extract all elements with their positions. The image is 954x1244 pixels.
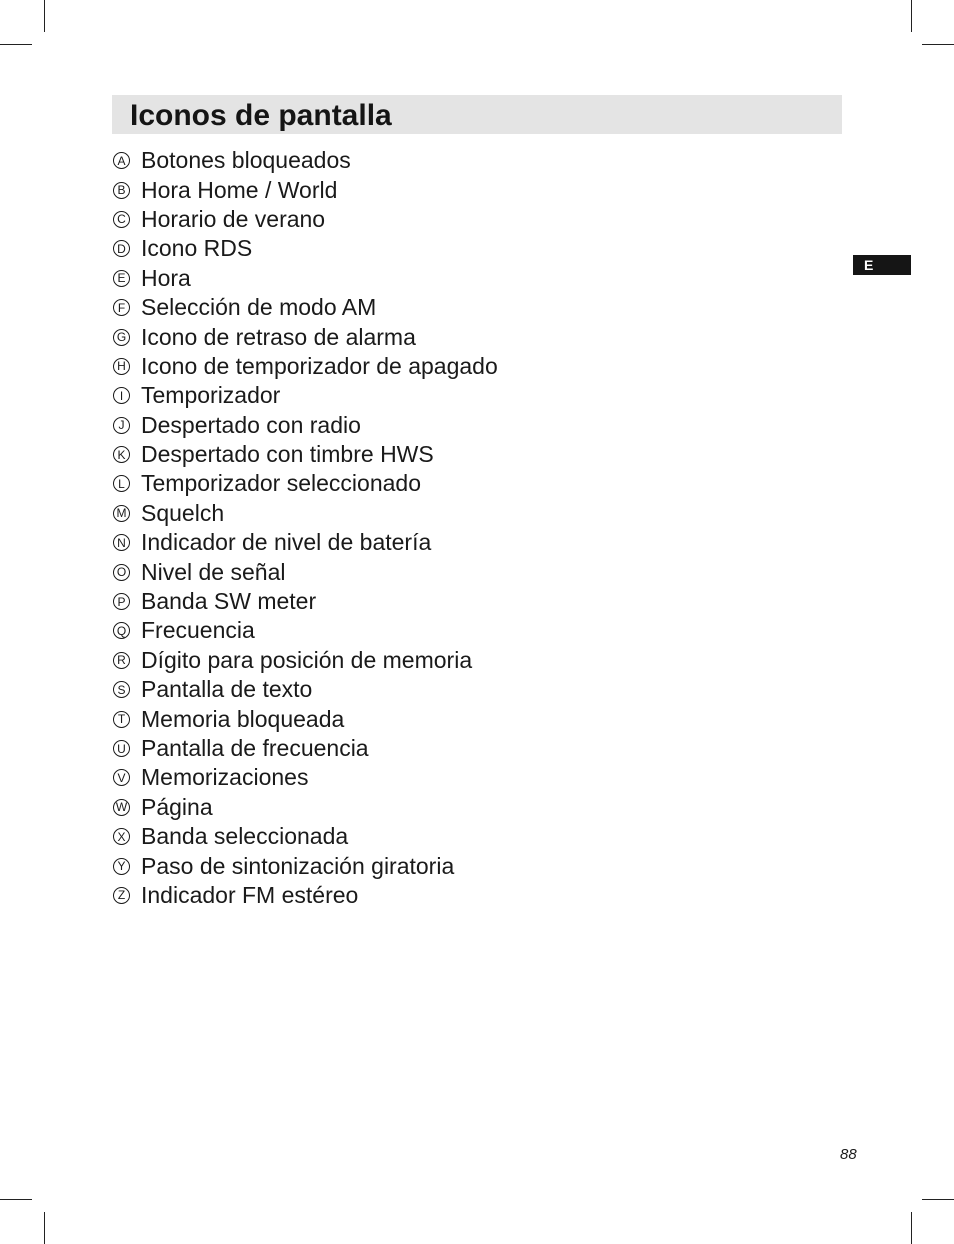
item-label: Dígito para posición de memoria: [141, 646, 473, 673]
list-item: [113, 293, 498, 322]
list-item: [113, 851, 498, 880]
list-item: [113, 440, 498, 469]
circled-letter-marker: N: [113, 534, 130, 551]
item-label: Memoria bloqueada: [141, 705, 345, 732]
circled-letter-marker: F: [113, 299, 130, 316]
item-label: Temporizador: [141, 382, 281, 409]
list-item: [113, 822, 498, 851]
crop-mark-top-left-horizontal: [0, 44, 32, 45]
item-label: Página: [141, 793, 213, 820]
circled-letter-marker: P: [113, 593, 130, 610]
item-label: Despertado con radio: [141, 411, 361, 438]
circled-letter-marker: M: [113, 505, 130, 522]
item-label: Indicador FM estéreo: [141, 881, 359, 908]
list-item: [113, 616, 498, 645]
list-item: [113, 264, 498, 293]
language-tab: E: [853, 255, 911, 275]
list-item: [113, 646, 498, 675]
list-item: [113, 704, 498, 733]
item-label: Banda seleccionada: [141, 823, 349, 850]
list-item: [113, 734, 498, 763]
circled-letter-marker: H: [113, 358, 130, 375]
circled-letter-marker: D: [113, 240, 130, 257]
list-item: [113, 793, 498, 822]
list-item: [113, 587, 498, 616]
circled-letter-marker: Q: [113, 622, 130, 639]
item-label: Memorizaciones: [141, 764, 309, 791]
item-label: Botones bloqueados: [141, 147, 351, 174]
item-label: Icono de temporizador de apagado: [141, 352, 498, 379]
list-item: [113, 234, 498, 263]
circled-letter-marker: R: [113, 652, 130, 669]
list-item: [113, 469, 498, 498]
crop-mark-bottom-left-horizontal: [0, 1199, 32, 1200]
circled-letter-marker: J: [113, 417, 130, 434]
item-label: Temporizador seleccionado: [141, 470, 421, 497]
circled-letter-marker: E: [113, 270, 130, 287]
item-label: Frecuencia: [141, 617, 255, 644]
list-item: [113, 205, 498, 234]
list-item: [113, 322, 498, 351]
item-label: Pantalla de texto: [141, 676, 313, 703]
circled-letter-marker: O: [113, 564, 130, 581]
item-label: Horario de verano: [141, 205, 326, 232]
item-label: Nivel de señal: [141, 558, 286, 585]
list-item: [113, 763, 498, 792]
list-item: [113, 528, 498, 557]
item-label: Pantalla de frecuencia: [141, 735, 369, 761]
list-item: [113, 499, 498, 528]
circled-letter-marker: C: [113, 211, 130, 228]
circled-letter-marker: W: [113, 799, 130, 816]
circled-letter-marker: X: [113, 828, 130, 845]
circled-letter-marker: L: [113, 475, 130, 492]
crop-mark-bottom-left-vertical: [44, 1212, 45, 1244]
item-label: Paso de sintonización giratoria: [141, 852, 455, 879]
circled-letter-marker: S: [113, 681, 130, 698]
item-label: Banda SW meter: [141, 588, 317, 615]
circled-letter-marker: A: [113, 152, 130, 169]
section-title-bar: [112, 95, 842, 134]
crop-mark-bottom-right-horizontal: [922, 1199, 954, 1200]
icon-legend-list: [113, 146, 498, 910]
circled-letter-marker: K: [113, 446, 130, 463]
item-label: Hora Home / World: [141, 176, 338, 203]
item-label: Selección de modo AM: [141, 294, 377, 321]
item-label: Indicador de nivel de batería: [141, 529, 432, 556]
circled-letter-marker: G: [113, 329, 130, 346]
item-label: Icono de retraso de alarma: [141, 323, 416, 350]
crop-mark-top-left-vertical: [44, 0, 45, 32]
item-label: Despertado con timbre HWS: [141, 441, 434, 468]
item-label: Icono RDS: [141, 235, 253, 262]
list-item: [113, 675, 498, 704]
item-label: Squelch: [141, 499, 225, 526]
list-item: [113, 381, 498, 410]
circled-letter-marker: U: [113, 740, 130, 757]
crop-mark-bottom-right-vertical: [911, 1212, 912, 1244]
list-item: [113, 352, 498, 381]
list-item: [113, 411, 498, 440]
list-item: [113, 557, 498, 586]
list-item: [113, 175, 498, 204]
circled-letter-marker: Y: [113, 858, 130, 875]
crop-mark-top-right-vertical: [911, 0, 912, 32]
section-title: Iconos de pantalla: [130, 99, 392, 132]
list-item: [113, 881, 498, 910]
circled-letter-marker: I: [113, 387, 130, 404]
circled-letter-marker: Z: [113, 887, 130, 904]
list-item: [113, 146, 498, 175]
circled-letter-marker: T: [113, 711, 130, 728]
circled-letter-marker: B: [113, 182, 130, 199]
crop-mark-top-right-horizontal: [922, 44, 954, 45]
page-number: 88: [840, 1146, 857, 1163]
item-label: Hora: [141, 264, 191, 291]
circled-letter-marker: V: [113, 769, 130, 786]
